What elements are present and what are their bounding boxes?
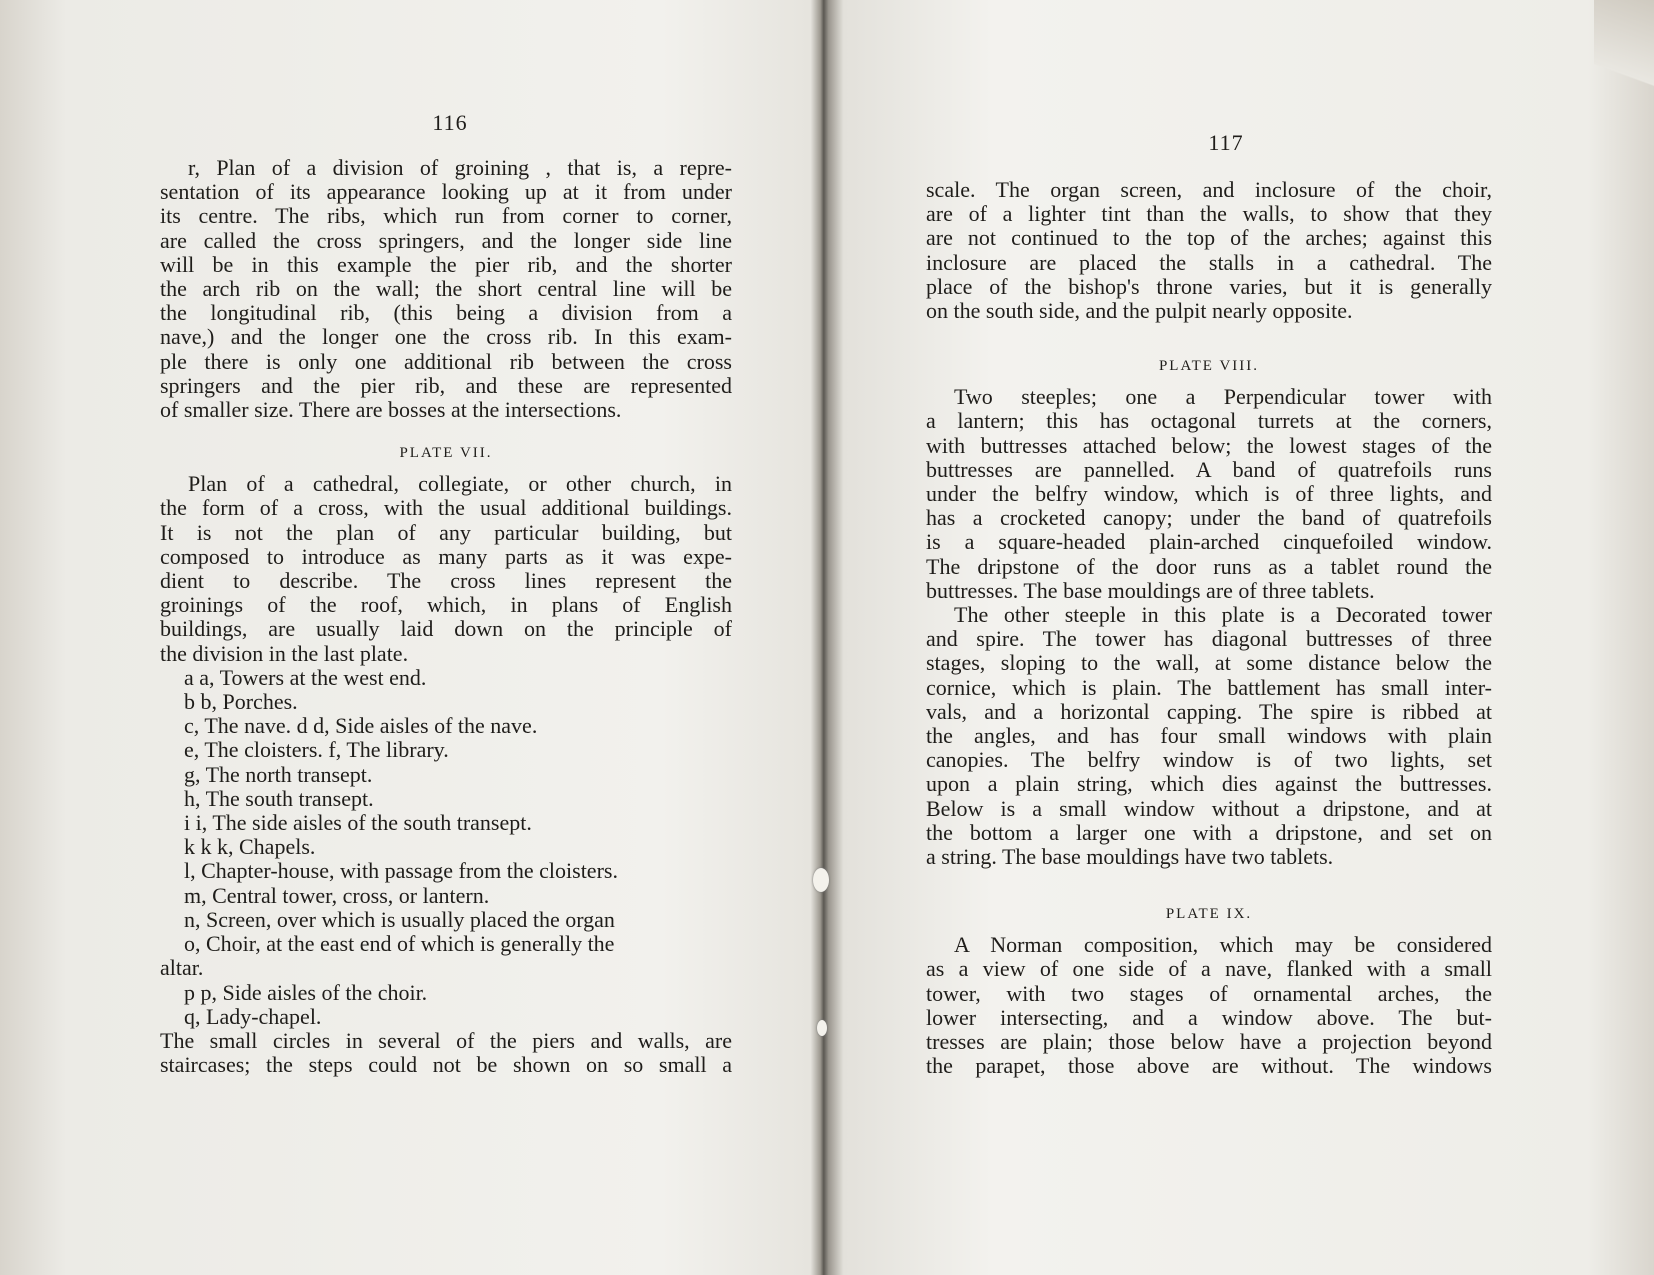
text-line: are not continued to the top of the arches; against this xyxy=(926,225,1492,251)
text-line: tower, with two stages of ornamental arches, the xyxy=(926,980,1492,1006)
text-line: Two steeples; one a Perpendicular tower with xyxy=(954,384,1492,410)
paragraph-plate-ix xyxy=(926,933,1492,1078)
text-line: upon a plain string, which dies against the buttresses. xyxy=(926,771,1492,797)
heading-plate-vii: PLATE VII. xyxy=(399,445,493,462)
text-line: ple there is only one additional rib between the cross xyxy=(160,348,732,374)
text-line: stages, sloping to the wall, at some distance below the xyxy=(926,650,1492,676)
paragraph-plate-viii xyxy=(926,385,1492,603)
text-line: Below is a small window without a dripstone, and at xyxy=(926,795,1492,821)
legend-list xyxy=(160,666,732,956)
text-line: scale. The organ screen, and inclosure of the choir, xyxy=(926,177,1492,202)
legend-continuation: altar. xyxy=(160,955,204,981)
text-line: vals, and a horizontal capping. The spire is ribbed at xyxy=(926,698,1492,724)
legend-item: a a, Towers at the west end. xyxy=(184,664,427,690)
text-line: the arch rib on the wall; the short central line will be xyxy=(160,276,732,302)
paragraph-scale xyxy=(926,178,1492,323)
right-page xyxy=(826,0,1654,1275)
heading-plate-ix: PLATE IX. xyxy=(1165,906,1253,923)
text-line: groinings of the roof, which, in plans of English xyxy=(160,592,732,618)
text-line: a string. The base mouldings have two tablets. xyxy=(926,844,1334,870)
text-line: buttresses are pannelled. A band of quatrefoils runs xyxy=(926,456,1492,482)
text-line: the longitudinal rib, (this being a division from a xyxy=(160,300,732,326)
legend-item: m, Central tower, cross, or lantern. xyxy=(184,882,490,908)
legend-item: n, Screen, over which is usually placed the organ xyxy=(184,906,615,932)
text-line: cornice, which is plain. The battlement has small inter- xyxy=(926,674,1492,700)
text-line: r, Plan of a division of groining , that is, a repre- xyxy=(188,155,732,180)
text-line: inclosure are placed the stalls in a cathedral. The xyxy=(926,249,1492,275)
legend-item: e, The cloisters. f, The library. xyxy=(184,737,449,763)
text-line: The small circles in several of the piers and walls, are xyxy=(160,1027,732,1053)
right-page-text xyxy=(926,178,1492,1079)
legend-item: i i, The side aisles of the south transept. xyxy=(184,810,532,836)
text-line: under the belfry window, which is of three lights, and xyxy=(926,481,1492,507)
heading-plate-viii: PLATE VIII. xyxy=(1158,358,1260,375)
text-line: Plan of a cathedral, collegiate, or other church, in xyxy=(188,471,732,497)
legend-item: c, The nave. d d, Side aisles of the nave. xyxy=(184,713,538,739)
text-line: staircases; the steps could not be shown on so small a xyxy=(160,1052,732,1078)
text-line: a lantern; this has octagonal turrets at the corners, xyxy=(926,408,1492,434)
text-line: the bottom a larger one with a dripstone, and set on xyxy=(926,819,1492,845)
text-line: is a square-headed plain-arched cinquefoiled window. xyxy=(926,529,1492,555)
text-line: the angles, and has four small windows with plain xyxy=(926,723,1492,749)
left-page-text xyxy=(160,156,732,1077)
text-line: sentation of its appearance looking up at it from under xyxy=(160,179,732,205)
paragraph-plate-vii xyxy=(160,472,732,666)
text-line: and spire. The tower has diagonal buttresses of three xyxy=(926,626,1492,652)
page-number-right: 117 xyxy=(1208,130,1244,155)
text-line: springers and the pier rib, and these are represented xyxy=(160,372,732,398)
legend-item: h, The south transept. xyxy=(184,785,374,811)
text-line: are of a lighter tint than the walls, to show that they xyxy=(926,201,1492,227)
text-line: canopies. The belfry window is of two lights, set xyxy=(926,747,1492,773)
text-line: of smaller size. There are bosses at the intersections. xyxy=(160,397,622,423)
page-corner-fold xyxy=(1594,0,1654,120)
text-line: the parapet, those above are without. The windows xyxy=(926,1053,1492,1079)
text-line: tresses are plain; those below have a projection beyond xyxy=(926,1029,1492,1055)
binding-thread-mark xyxy=(817,1020,827,1036)
text-line: will be in this example the pier rib, and the shorter xyxy=(160,251,732,277)
left-page xyxy=(0,0,820,1275)
text-line: as a view of one side of a nave, flanked with a small xyxy=(926,956,1492,982)
legend-item: g, The north transept. xyxy=(184,761,373,787)
page-number-left: 116 xyxy=(432,110,468,135)
text-line: buildings, are usually laid down on the principle of xyxy=(160,616,732,642)
text-line: lower intersecting, and a window above. The but- xyxy=(926,1004,1492,1030)
legend-item: p p, Side aisles of the choir. xyxy=(184,979,428,1005)
text-line: the division in the last plate. xyxy=(160,640,409,666)
paragraph-groining xyxy=(160,156,732,422)
text-line: buttresses. The base mouldings are of three tablets. xyxy=(926,577,1375,603)
text-line: It is not the plan of any particular building, but xyxy=(160,519,732,545)
text-line: The dripstone of the door runs as a tablet round the xyxy=(926,553,1492,579)
text-line: nave,) and the longer one the cross rib. In this exam- xyxy=(160,324,732,350)
text-line: has a crocketed canopy; under the band of quatrefoils xyxy=(926,505,1492,531)
text-line: composed to introduce as many parts as it was expe- xyxy=(160,543,732,569)
text-line: place of the bishop's throne varies, but it is generally xyxy=(926,273,1492,299)
text-line: its centre. The ribs, which run from corner to corner, xyxy=(160,203,732,229)
legend-list-continued xyxy=(160,981,732,1029)
paragraph-staircases xyxy=(160,1029,732,1077)
paragraph-decorated-tower xyxy=(926,603,1492,869)
text-line: A Norman composition, which may be considered xyxy=(954,932,1492,958)
text-line: The other steeple in this plate is a Decorated tower xyxy=(954,602,1492,628)
legend-item: l, Chapter-house, with passage from the cloisters. xyxy=(184,858,618,884)
text-line: the form of a cross, with the usual additional buildings. xyxy=(160,495,732,521)
text-line: on the south side, and the pulpit nearly opposite. xyxy=(926,298,1353,324)
legend-item: o, Choir, at the east end of which is generally the xyxy=(184,931,615,957)
legend-item: q, Lady-chapel. xyxy=(184,1003,322,1029)
legend-item: b b, Porches. xyxy=(184,689,298,715)
legend-item: k k k, Chapels. xyxy=(184,834,316,860)
text-line: are called the cross springers, and the longer side line xyxy=(160,227,732,253)
binding-thread-mark xyxy=(813,868,829,892)
text-line: with buttresses attached below; the lowest stages of the xyxy=(926,432,1492,458)
text-line: dient to describe. The cross lines represent the xyxy=(160,568,732,594)
